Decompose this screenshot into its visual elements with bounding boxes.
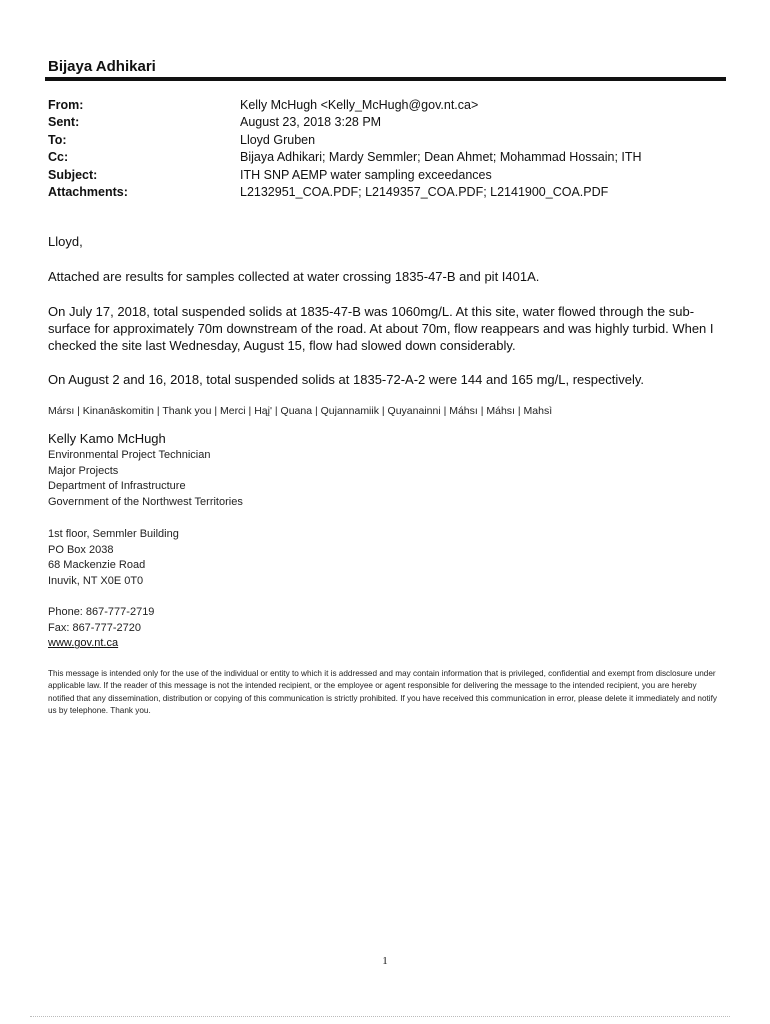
attachments-label: Attachments: xyxy=(48,184,128,199)
header-row-from xyxy=(48,97,728,114)
signature-title-block xyxy=(48,448,243,511)
email-greeting: Lloyd, xyxy=(48,234,83,249)
to-label: To: xyxy=(48,132,67,147)
from-label: From: xyxy=(48,98,84,112)
attachments-value: L2132951_COA.PDF; L2149357_COA.PDF; L2141900_COA.PDF xyxy=(240,184,609,199)
signature-website-link[interactable]: www.gov.nt.ca xyxy=(48,637,119,650)
subject-value: ITH SNP AEMP water sampling exceedances xyxy=(240,167,492,182)
address-line-1: 1st floor, Semmler Building xyxy=(48,528,179,540)
email-paragraph-3: On August 2 and 16, 2018, total suspended solids at 1835-72-A-2 were 144 and 165 mg/L, respectively. xyxy=(48,372,644,387)
signature-division: Major Projects xyxy=(48,464,119,477)
signature-address xyxy=(48,527,179,590)
header-row-to xyxy=(48,132,728,149)
from-value: Kelly McHugh <Kelly_McHugh@gov.nt.ca> xyxy=(240,98,479,112)
header-row-attachments xyxy=(48,184,728,201)
signature-job-title: Environmental Project Technician xyxy=(48,449,211,461)
email-paragraph-1: Attached are results for samples collected at water crossing 1835-47-B and pit I401A. xyxy=(48,269,540,284)
address-line-4: Inuvik, NT X0E 0T0 xyxy=(48,575,144,588)
page-number: 1 xyxy=(382,955,388,967)
signature-fax: Fax: 867-777-2720 xyxy=(48,621,141,634)
page-bottom-edge xyxy=(30,1016,730,1017)
signature-name: Kelly Kamo McHugh xyxy=(48,431,166,446)
confidentiality-disclaimer: This message is intended only for the use of the individual or entity to which it is addressed and may contain information that is privileged, confidential and exempt from disclosure under applicable law. If the reader of this message is not the intended recipient, or the employee or agent responsible for delivering the message to the intended recipient, you are hereby notified that any dissemination, distribution or copying of this communication is strictly prohibited. If you have received this communication in error, please delete it immediately and notify us by telephone. Thank you. xyxy=(48,669,717,716)
subject-label: Subject: xyxy=(48,167,98,182)
header-divider xyxy=(45,77,726,81)
header-row-sent xyxy=(48,114,728,131)
cc-value: Bijaya Adhikari; Mardy Semmler; Dean Ahmet; Mohammad Hossain; ITH xyxy=(240,150,642,165)
email-header xyxy=(48,97,728,201)
signature-phone: Phone: 867-777-2719 xyxy=(48,606,155,618)
mailbox-owner-name: Bijaya Adhikari xyxy=(48,58,156,75)
header-row-cc xyxy=(48,149,728,166)
address-line-2: PO Box 2038 xyxy=(48,543,114,556)
address-line-3: 68 Mackenzie Road xyxy=(48,559,146,572)
sent-label: Sent: xyxy=(48,115,80,130)
multilingual-thanks: Mársı | Kinanāskomitin | Thank you | Merci | Hąį' | Quana | Qujannamiik | Quyanainni | Máhsı | Máhsı | Mahsì xyxy=(48,405,553,417)
header-row-subject xyxy=(48,167,728,184)
sent-value: August 23, 2018 3:28 PM xyxy=(240,115,382,130)
signature-department: Department of Infrastructure xyxy=(48,480,186,493)
signature-government: Government of the Northwest Territories xyxy=(48,496,243,509)
signature-contact xyxy=(48,605,154,652)
cc-label: Cc: xyxy=(48,150,69,165)
email-paragraph-2: On July 17, 2018, total suspended solids at 1835-47-B was 1060mg/L. At this site, water flowed through the sub-surface for approximately 70m downstream of the road. At about 70m, flow reappears and was highly turbid. When I checked the site last Wednesday, August 15, flow had slowed down considerably. xyxy=(48,304,714,353)
to-value: Lloyd Gruben xyxy=(240,132,316,147)
